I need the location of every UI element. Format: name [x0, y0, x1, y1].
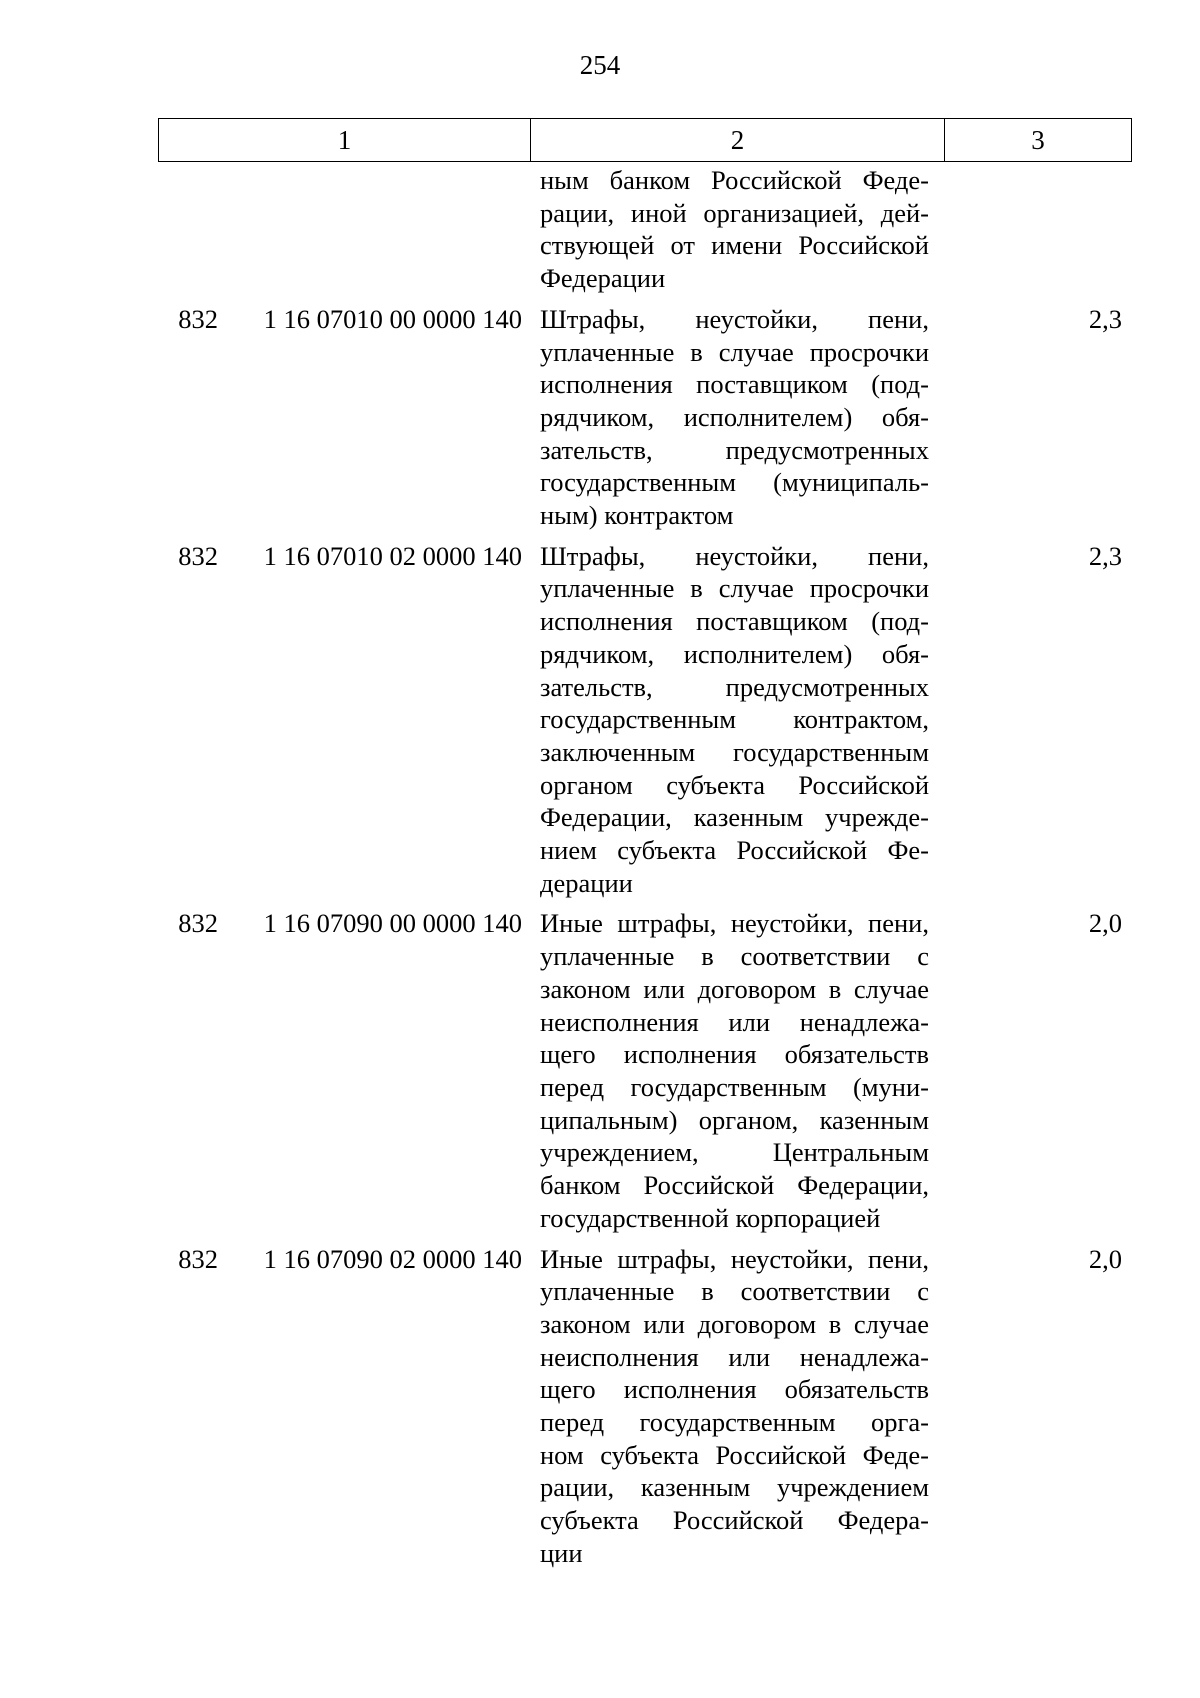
description-line: заключенным государственным [540, 736, 929, 767]
description-line: дерации [540, 867, 633, 898]
table-row-continued [158, 164, 1132, 295]
description-line: уплаченные в случае просрочки [540, 336, 929, 367]
description-line: ции [540, 1537, 583, 1568]
description-line: Штрафы, неустойки, пени, [540, 540, 929, 571]
description-line: исполнения поставщиком (под- [540, 606, 929, 637]
description-line: ствующей от имени Российской [540, 230, 929, 261]
row-budget-code: 1 16 07090 02 0000 140 [263, 1243, 522, 1274]
description-line: уплаченные в соответствии с [540, 941, 929, 972]
row-budget-code: 1 16 07090 00 0000 140 [263, 908, 522, 939]
description-line: ципальным) органом, казенным [540, 1104, 929, 1135]
description-line: Федерации [540, 263, 666, 294]
description-line: рядчиком, исполнителем) обя- [540, 401, 929, 432]
description-line: учреждением, Центральным [540, 1137, 929, 1168]
row-description [540, 540, 929, 900]
row-description [540, 1243, 929, 1570]
row-description [540, 907, 929, 1234]
row-admin-code: 832 [178, 303, 218, 334]
row-budget-code: 1 16 07010 02 0000 140 [263, 540, 522, 571]
description-line: неисполнения или ненадлежа- [540, 1341, 929, 1372]
page-number: 254 [579, 50, 621, 80]
description-line: щего исполнения обязательств [540, 1039, 929, 1070]
row-budget-code: 1 16 07010 00 0000 140 [263, 303, 522, 334]
description-line: неисполнения или ненадлежа- [540, 1006, 929, 1037]
table-row [158, 540, 1132, 900]
description-line: перед государственным (муни- [540, 1071, 929, 1102]
description-line: ном субъекта Российской Феде- [540, 1439, 929, 1470]
description-line: банком Российской Федерации, [540, 1170, 929, 1201]
description-line: рации, казенным учреждением [540, 1472, 929, 1503]
description-line: ным банком Российской Феде- [540, 165, 929, 195]
table-rows [158, 303, 1132, 1570]
description-line: Иные штрафы, неустойки, пени, [540, 908, 929, 939]
row-rate: 2,3 [1088, 303, 1122, 334]
table-row [158, 1243, 1132, 1570]
description-line: государственной корпорацией [540, 1202, 881, 1233]
table-row [158, 907, 1132, 1234]
description-line: перед государственным орга- [540, 1407, 929, 1438]
description-line: Иные штрафы, неустойки, пени, [540, 1243, 929, 1274]
description-line: субъекта Российской Федера- [540, 1505, 929, 1536]
row-rate: 2,0 [1088, 1243, 1122, 1274]
row-description [540, 303, 929, 532]
description-line: зательств, предусмотренных [540, 434, 929, 465]
description-line: исполнения поставщиком (под- [540, 369, 929, 400]
row-description [540, 164, 929, 295]
description-line: законом или договором в случае [540, 973, 929, 1004]
table-row [158, 303, 1132, 532]
table-header-col-3: 3 [1031, 124, 1045, 155]
description-line: ным) контрактом [540, 500, 734, 531]
description-line: государственным (муниципаль- [540, 467, 929, 498]
row-admin-code: 832 [178, 908, 218, 939]
description-line: рядчиком, исполнителем) обя- [540, 638, 929, 669]
description-line: рации, иной организацией, дей- [540, 197, 929, 228]
description-line: органом субъекта Российской [540, 769, 929, 800]
row-admin-code: 832 [178, 540, 218, 571]
table-header-col-1: 1 [159, 119, 531, 161]
description-line: законом или договором в случае [540, 1308, 929, 1339]
description-line: нием субъекта Российской Фе- [540, 835, 929, 866]
description-line: щего исполнения обязательств [540, 1374, 929, 1405]
row-rate: 2,3 [1088, 540, 1122, 571]
description-line: государственным контрактом, [540, 704, 929, 735]
table-body [158, 164, 1132, 1570]
table-header-col-2: 2 [531, 119, 945, 161]
description-line: уплаченные в случае просрочки [540, 573, 929, 604]
description-line: уплаченные в соответствии с [540, 1276, 929, 1307]
row-admin-code: 832 [178, 1243, 218, 1274]
row-rate: 2,0 [1088, 908, 1122, 939]
description-line: зательств, предусмотренных [540, 671, 929, 702]
description-line: Федерации, казенным учрежде- [540, 802, 929, 833]
table-header [158, 118, 1132, 162]
description-line: Штрафы, неустойки, пени, [540, 303, 929, 334]
